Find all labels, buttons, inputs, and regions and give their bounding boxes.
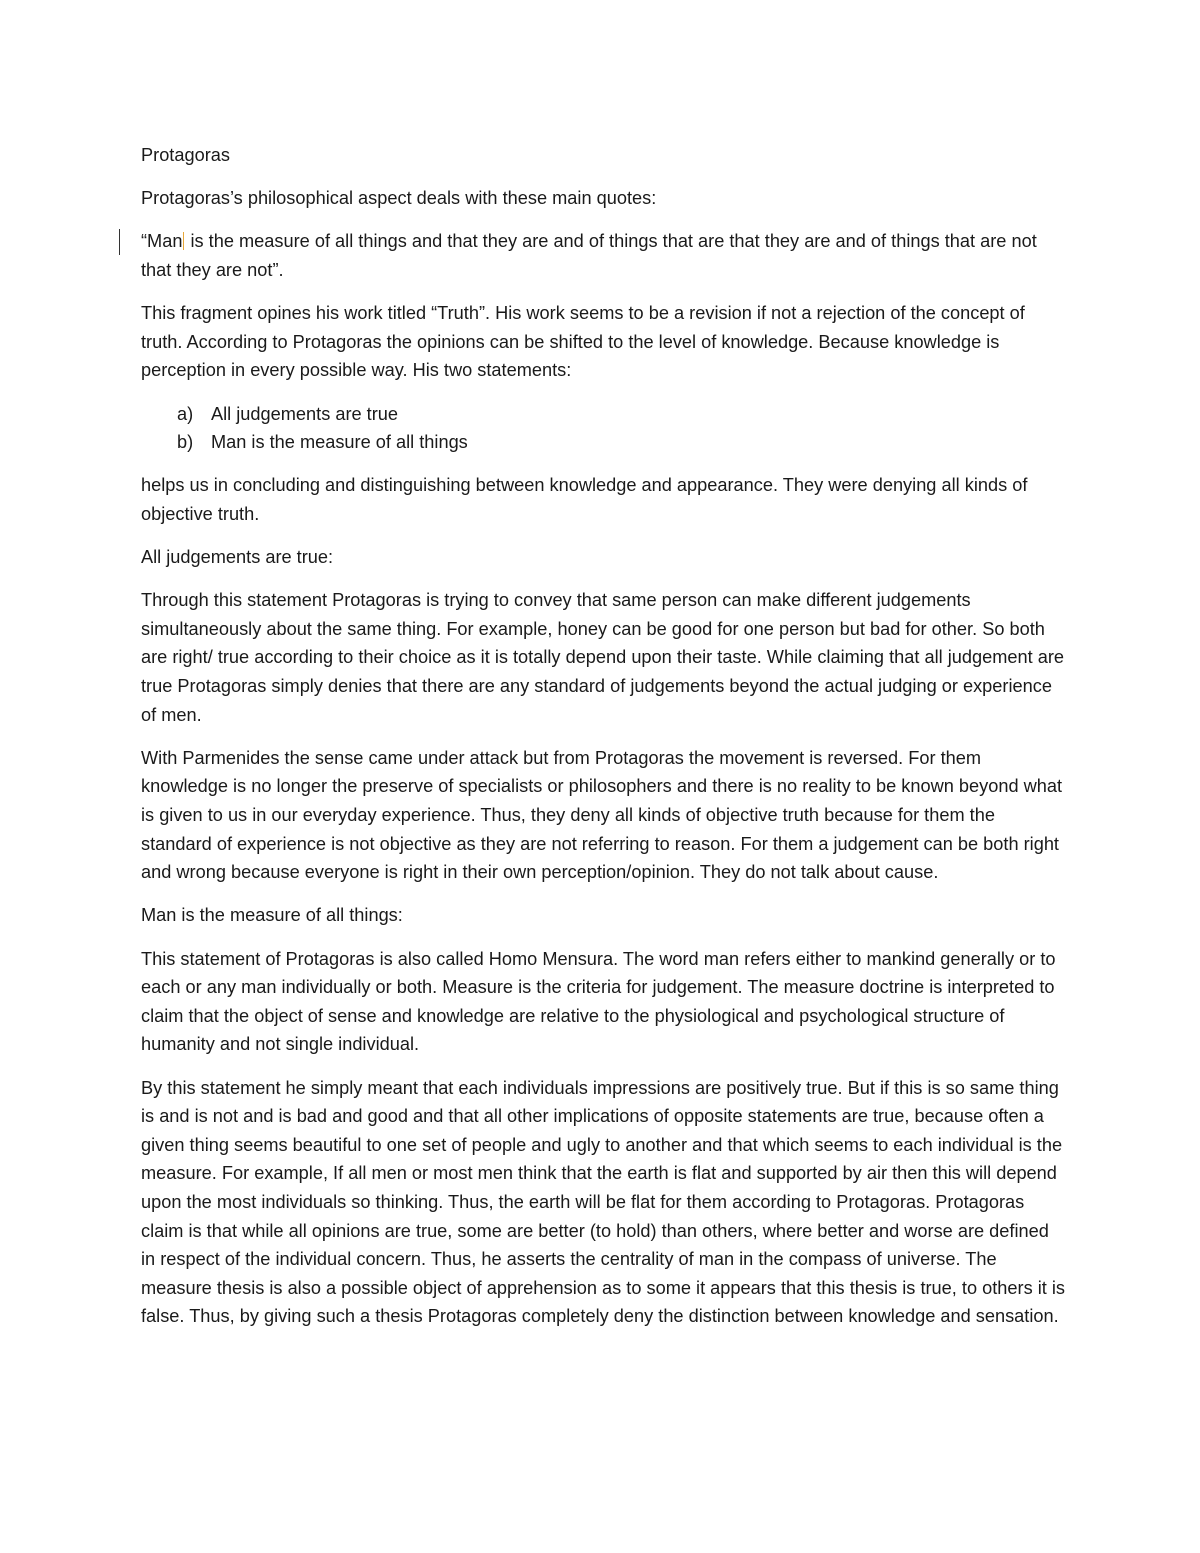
intro-paragraph: Protagoras’s philosophical aspect deals with these main quotes:	[141, 188, 657, 209]
list-item	[141, 428, 1066, 457]
helps-paragraph: helps us in concluding and distinguishing between knowledge and appearance. They were denying all kinds of objective truth.	[141, 475, 1028, 524]
truth-paragraph: This fragment opines his work titled “Truth”. His work seems to be a revision if not a rejection of the concept of truth. According to Protagoras the opinions can be shifted to the level of knowledge. Because knowledge is perception in every possible way. His two statements:	[141, 303, 1025, 381]
by-this-paragraph: By this statement he simply meant that each individuals impressions are positively true. But if this is so same thing is and is not and is bad and good and that all other implications of opposite statements are true, because often a given thing seems beautiful to one set of people and ugly to another and that which seems to each individual is the measure. For example, If all men or most men think that the earth is flat and supported by air then this will depend upon the most individuals so thinking. Thus, the earth will be flat for them according to Protagoras. Protagoras claim is that while all opinions are true, some are better (to hold) than others, where better and worse are defined in respect of the individual concern. Thus, he asserts the centrality of man in the compass of universe. The measure thesis is also a possible object of apprehension as to some it appears that this thesis is true, to others it is false. Thus, by giving such a thesis Protagoras completely deny the distinction between knowledge and sensation.	[141, 1077, 1066, 1327]
list-marker: a)	[177, 403, 194, 424]
revision-bar	[119, 229, 120, 255]
document-title: Protagoras	[141, 145, 230, 165]
list-item-text: All judgements are true	[211, 403, 399, 424]
quote-start: “Man	[141, 231, 183, 252]
heading-measure: Man is the measure of all things:	[141, 905, 403, 926]
homo-mensura-paragraph: This statement of Protagoras is also called Homo Mensura. The word man refers either to mankind generally or to each or any man individually or both. Measure is the criteria for judgement. The measure doctrine is interpreted to claim that the object of sense and knowledge are relative to the physiological and psychological structure of humanity and not single individual.	[141, 948, 1056, 1055]
quote-paragraph	[141, 227, 1066, 284]
document-body[interactable]	[141, 141, 1066, 1346]
list-item-text: Man is the measure of all things	[211, 432, 468, 453]
through-paragraph: Through this statement Protagoras is trying to convey that same person can make different judgements simultaneously about the same thing. For example, honey can be good for one person but bad for other. So both are right/ true according to their choice as it is totally depend upon their taste. While claiming that all judgement are true Protagoras simply denies that there are any standard of judgements beyond the actual judging or experience of men.	[141, 590, 1065, 725]
heading-judgements: All judgements are true:	[141, 547, 334, 568]
list-item	[141, 400, 1066, 429]
parmenides-paragraph: With Parmenides the sense came under attack but from Protagoras the movement is reversed. For them knowledge is no longer the preserve of specialists or philosophers and there is no reality to be known beyond what is given to us in our everyday experience. Thus, they deny all kinds of objective truth because for them the standard of experience is not objective as they are not referring to reason. For them a judgement can be both right and wrong because everyone is right in their own perception/opinion. They do not talk about cause.	[141, 747, 1063, 883]
statements-list	[141, 400, 1066, 457]
list-marker: b)	[177, 432, 194, 453]
quote-rest: is the measure of all things and that they are and of things that are that they are and of things that are not that they are not”.	[141, 231, 1037, 280]
